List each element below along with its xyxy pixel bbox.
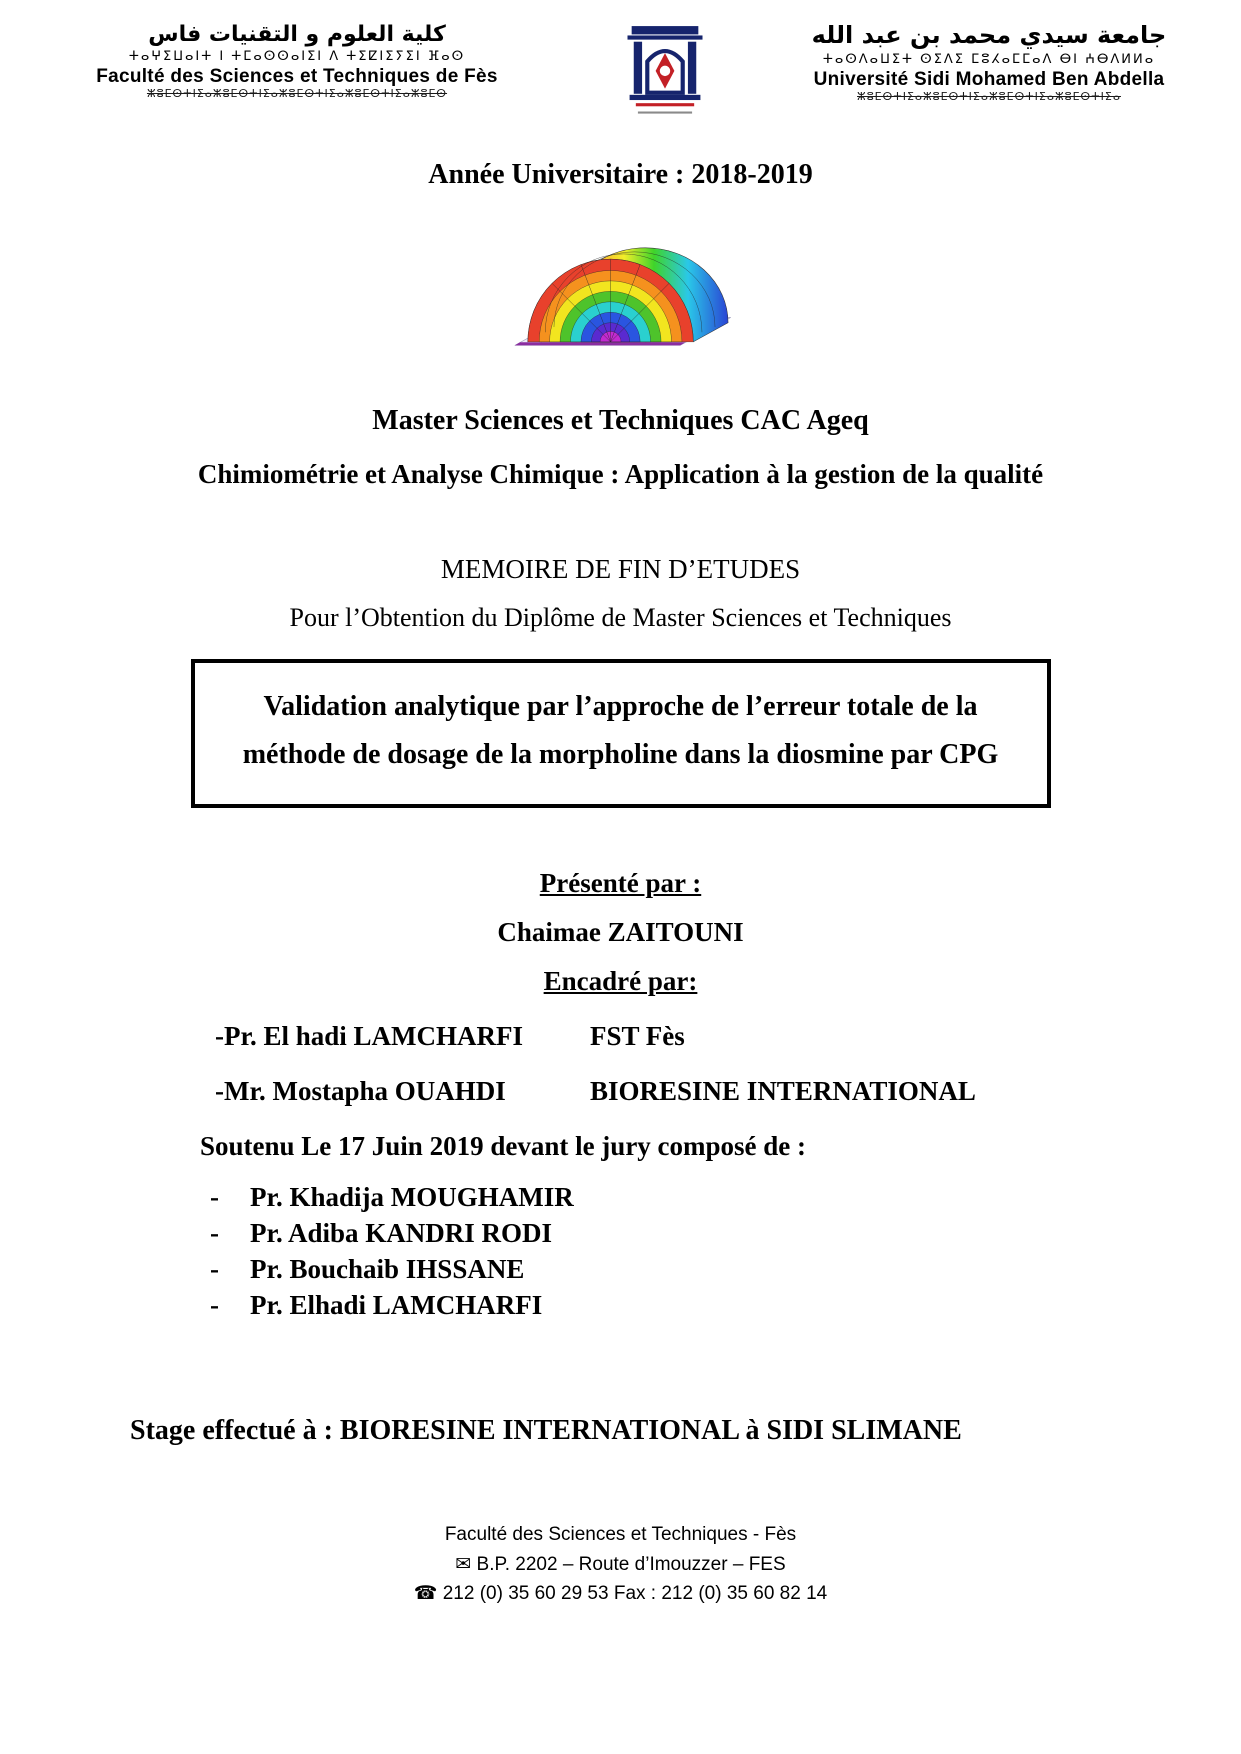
footer-address-line [0,1550,1241,1580]
university-name-arabic: جامعة سيدي محمد بن عبد الله [811,21,1167,49]
mail-icon: ✉ [455,1552,472,1575]
jury-member-name: Pr. Khadija MOUGHAMIR [250,1182,574,1213]
university-name-tifinagh: ⵜⴰⵙⴷⴰⵡⵉⵜ ⵙⵉⴷⵉ ⵎⵓⵃⴰⵎⵎⴰⴷ ⴱⵏ ⵄⴱⴷⵍⵍⴰ [822,51,1156,67]
faculty-header-block [62,22,532,100]
jury-member-name: Pr. Bouchaib IHSSANE [250,1254,525,1285]
university-logo [621,24,711,129]
university-name-french: Université Sidi Mohamed Ben Abdella [813,68,1165,90]
footer-phone-text: 212 (0) 35 60 29 53 Fax : 212 (0) 35 60 82 14 [442,1583,828,1605]
jury-member [210,1182,1241,1213]
faculty-name-tifinagh: ⵜⴰⵖⵉⵡⴰⵏⵜ ⵏ ⵜⵎⴰⵙⵙⴰⵏⵉⵏ ⴷ ⵜⵉⵇⵏⵉⵢⵉⵏ ⴼⴰⵙ [128,49,466,65]
supervisor-name: -Pr. El hadi LAMCHARFI [215,1021,524,1052]
footer-phone-line [0,1579,1241,1609]
jury-list [210,1182,1241,1321]
surface-plot-image [496,213,746,361]
page-header [0,22,1241,129]
memoire-subheading: Pour l’Obtention du Diplôme de Master Sciences et Techniques [289,603,952,632]
jury-member [210,1218,1241,1249]
phone-icon: ☎ [413,1582,438,1605]
supervisor-row [215,1076,1241,1107]
defense-date-line: Soutenu Le 17 Juin 2019 devant le jury composé de : [200,1131,807,1162]
jury-member-name: Pr. Adiba KANDRI RODI [250,1218,553,1249]
thesis-title-box: Validation analytique par l’approche de l’erreur totale de la méthode de dosage de la morpholine dans la diosmine par CPG [191,659,1051,808]
supervisor-row [215,1021,1241,1052]
candidate-name: Chaimae ZAITOUNI [497,917,744,948]
jury-member-name: Pr. Elhadi LAMCHARFI [250,1290,543,1321]
jury-member [210,1254,1241,1285]
university-logo-icon [621,24,709,124]
university-decorative-line: ⵣⵓⵎⵙⵜⵏⵉⴰⵣⵓⵎⵙⵜⵏⵉⴰⵣⵓⵎⵙⵜⵏⵉⴰⵣⵓⵎⵙⵜⵏⵉⴰ [857,90,1121,103]
memoire-heading: MEMOIRE DE FIN D’ETUDES [440,554,801,584]
presented-by-label: Présenté par : [539,868,702,899]
supervisor-org: FST Fès [590,1021,685,1052]
list-dash: - [210,1182,219,1213]
faculty-name-french: Faculté des Sciences et Techniques de Fès [96,66,498,88]
jury-member [210,1290,1241,1321]
university-header-block [799,22,1179,103]
internship-line: Stage effectué à : BIORESINE INTERNATIONAL à SIDI SLIMANE [130,1415,962,1447]
page-footer [0,1521,1241,1609]
list-dash: - [210,1254,219,1285]
supervisor-org: BIORESINE INTERNATIONAL [590,1076,976,1107]
program-title: Master Sciences et Techniques CAC Ageq [372,405,869,436]
program-subtitle: Chimiométrie et Analyse Chimique : Application à la gestion de la qualité [197,459,1044,489]
faculty-decorative-line: ⵣⵓⵎⵙⵜⵏⵉⴰⵣⵓⵎⵙⵜⵏⵉⴰⵣⵓⵎⵙⵜⵏⵉⴰⵣⵓⵎⵙⵜⵏⵉⴰⵣⵓⵎⵙ [146,88,448,101]
list-dash: - [210,1218,219,1249]
academic-year: Année Universitaire : 2018-2019 [428,159,813,190]
footer-address-text: B.P. 2202 – Route d’Imouzzer – FES [476,1553,786,1575]
list-dash: - [210,1290,219,1321]
supervisor-name: -Mr. Mostapha OUAHDI [215,1076,506,1107]
footer-faculty-line: Faculté des Sciences et Techniques - Fès [444,1524,797,1546]
faculty-name-arabic: كلية العلوم و التقنيات فاس [148,22,446,47]
supervised-by-label: Encadré par: [543,966,698,997]
